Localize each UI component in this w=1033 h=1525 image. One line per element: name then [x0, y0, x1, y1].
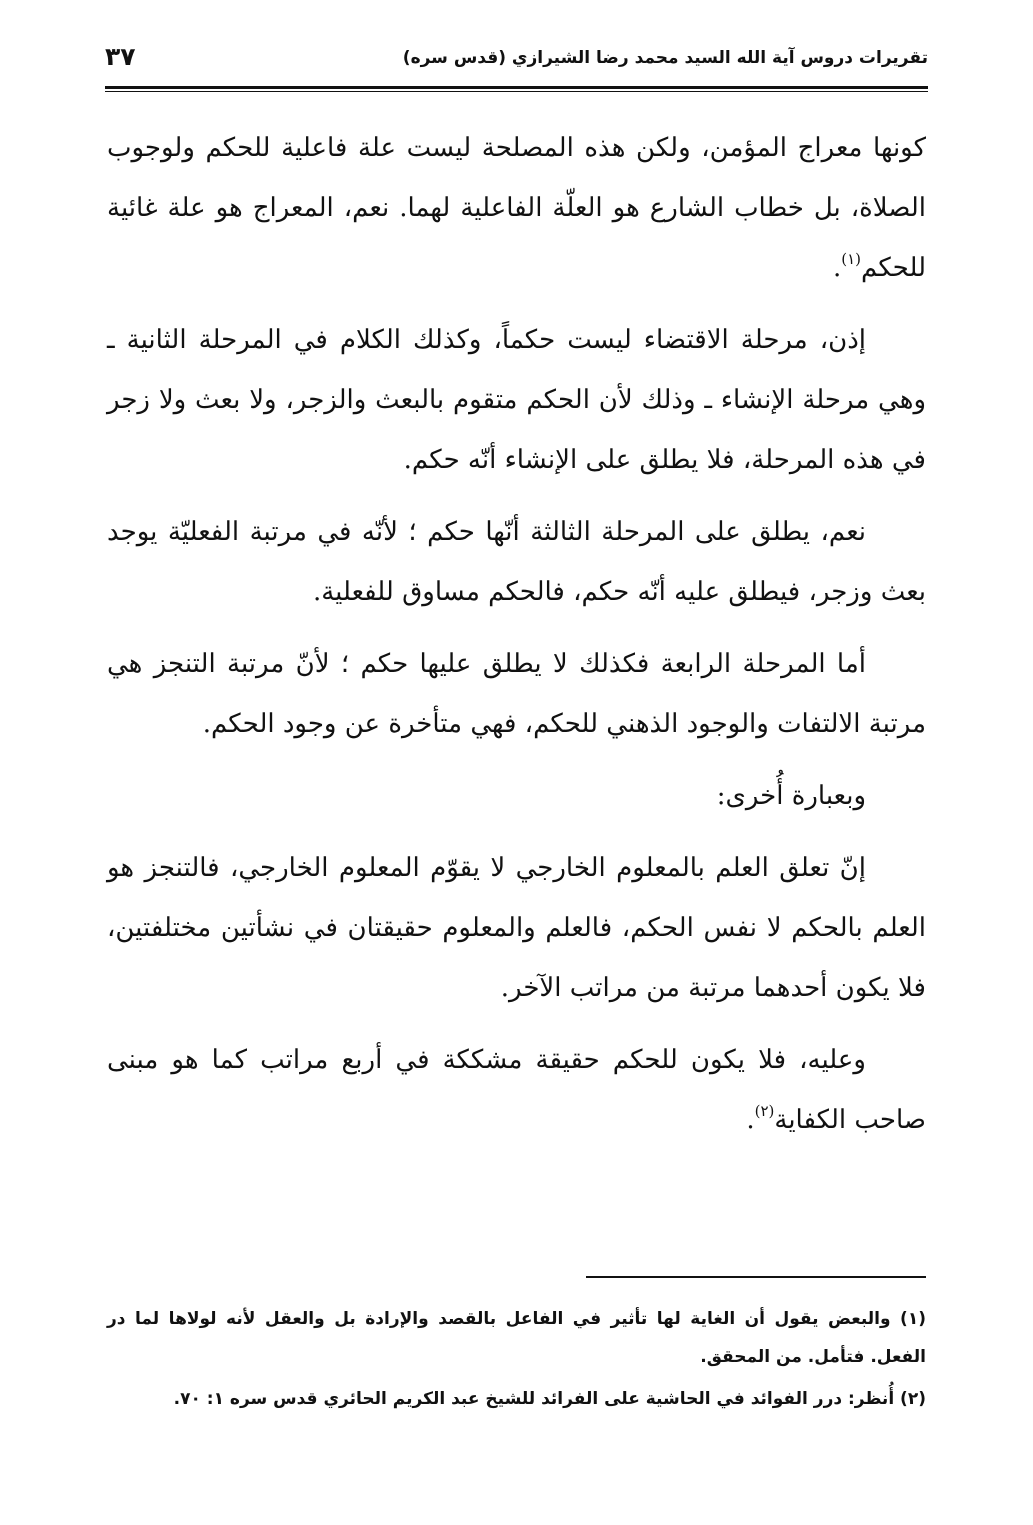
running-header	[105, 30, 928, 80]
paragraph	[107, 1030, 926, 1150]
footnote-divider	[586, 1276, 926, 1278]
paragraph	[107, 766, 926, 826]
running-header-title: تقريرات دروس آية الله السيد محمد رضا الشيرازي (قدس سره)	[402, 48, 928, 68]
paragraph-text: نعم، يطلق على المرحلة الثالثة أنّها حكم ؛ لأنّه في مرتبة الفعليّة يوجد بعث وزجر، فيطلق عليه أنّه حكم، فالحكم مساوق للفعلية.	[107, 517, 926, 607]
paragraph	[107, 310, 926, 490]
paragraph	[107, 502, 926, 622]
paragraph	[107, 838, 926, 1018]
footnote-1: (١) والبعض يقول أن الغاية لها تأثير في الفاعل بالقصد والإرادة بل والعقل لأنه لولاها لما در الفعل. فتأمل. من المحقق.	[107, 1309, 926, 1367]
header-divider	[105, 86, 928, 92]
paragraph-text: وعليه، فلا يكون للحكم حقيقة مشككة في أربع مراتب كما هو مبنى صاحب الكفاية	[107, 1045, 926, 1135]
paragraph-tail: .	[832, 253, 842, 283]
paragraph-text: وبعبارة أُخرى:	[716, 781, 866, 811]
footnote-2: (٢) أُنظر: درر الفوائد في الحاشية على الفرائد للشيخ عبد الكريم الحائري قدس سره ١: ٧٠.	[173, 1389, 926, 1409]
paragraph-text: إنّ تعلق العلم بالمعلوم الخارجي لا يقوّم المعلوم الخارجي، فالتنجز هو العلم بالحكم لا نفس الحكم، فالعلم والمعلوم حقيقتان في نشأتين مختلفتين، فلا يكون أحدهما مرتبة من مراتب الآخر.	[107, 853, 926, 1003]
paragraph-text: أما المرحلة الرابعة فكذلك لا يطلق عليها حكم ؛ لأنّ مرتبة التنجز هي مرتبة الالتفات والوجود الذهني للحكم، فهي متأخرة عن وجود الحكم.	[107, 649, 926, 739]
footnote-ref[interactable]: (٢)	[754, 1102, 775, 1120]
page-number: ٣٧	[105, 42, 136, 71]
main-text	[107, 118, 926, 1162]
footnote-ref[interactable]: (١)	[841, 250, 862, 268]
footnotes	[107, 1300, 926, 1422]
paragraph	[107, 634, 926, 754]
paragraph-text: إذن، مرحلة الاقتضاء ليست حكماً، وكذلك الكلام في المرحلة الثانية ـ وهي مرحلة الإنشاء ـ وذلك لأن الحكم متقوم بالبعث والزجر، ولا بعث ولا زجر في هذه المرحلة، فلا يطلق على الإنشاء أنّه حكم.	[107, 325, 926, 475]
paragraph-text: كونها معراج المؤمن، ولكن هذه المصلحة ليست علة فاعلية للحكم ولوجوب الصلاة، بل خطاب الشارع هو العلّة الفاعلية لهما. نعم، المعراج هو علة غائية للحكم	[107, 133, 926, 283]
paragraph	[107, 118, 926, 298]
paragraph-tail: .	[746, 1105, 755, 1135]
